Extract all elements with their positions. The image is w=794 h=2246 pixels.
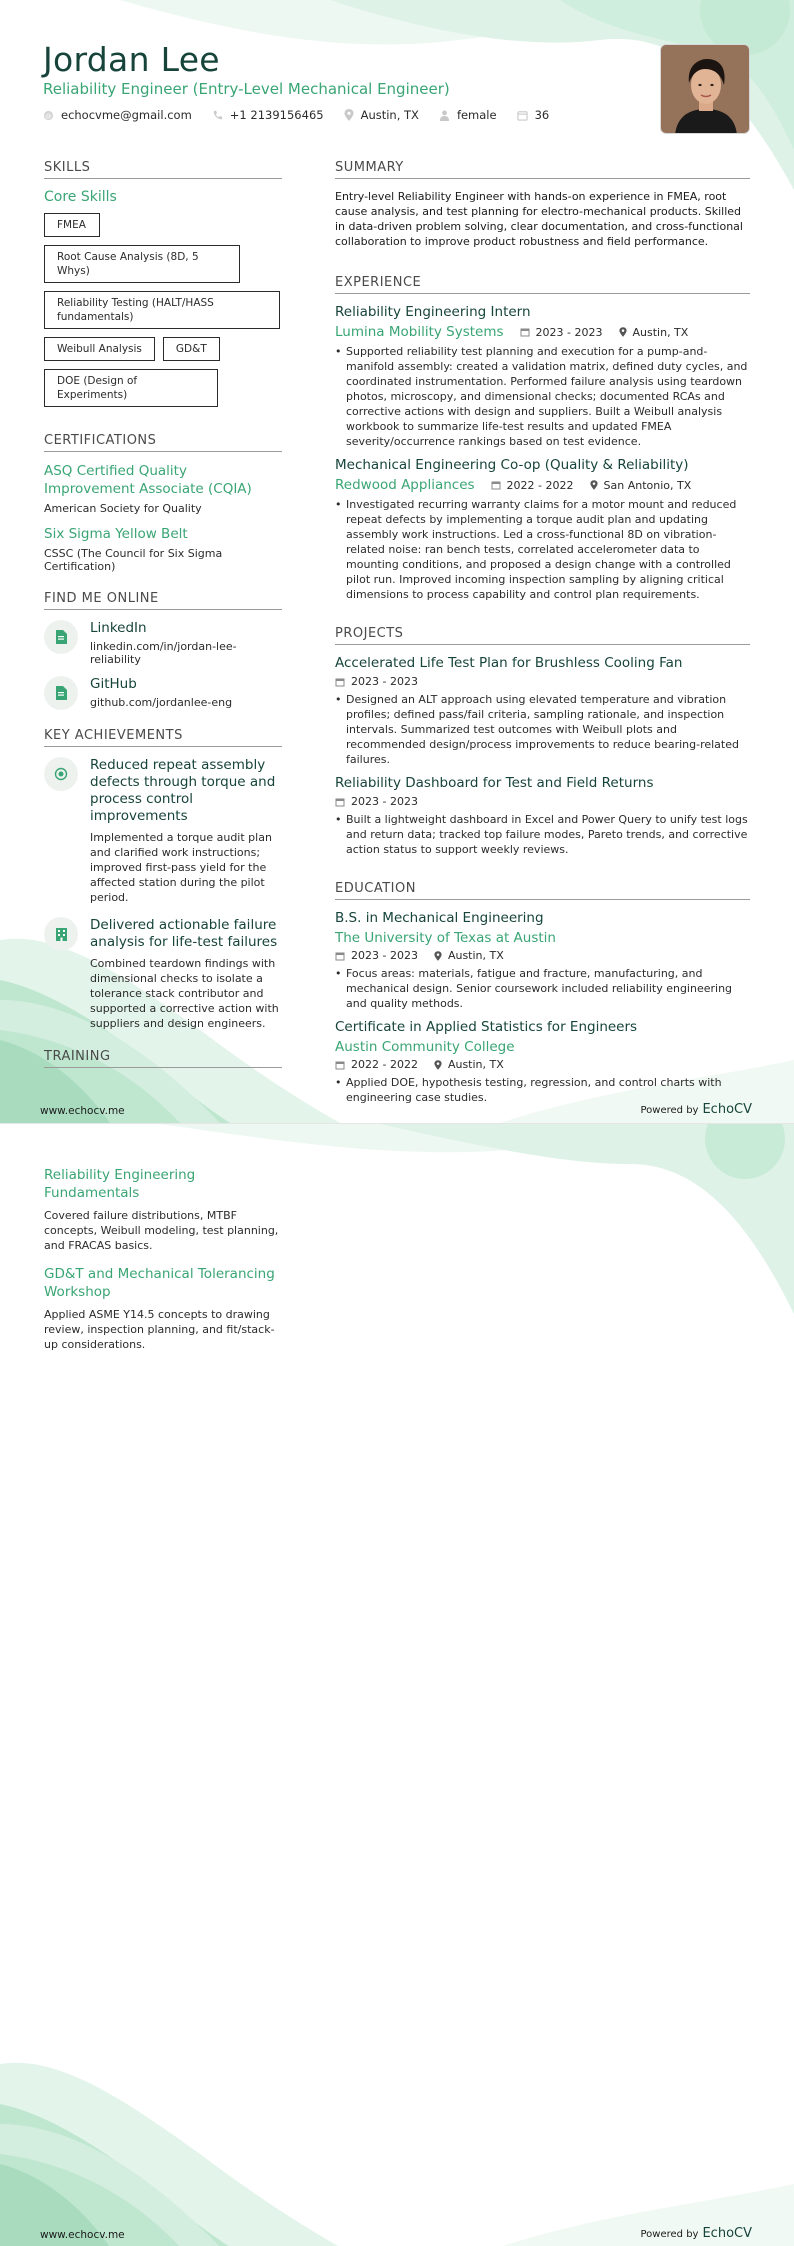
right-column xyxy=(335,160,750,1107)
job-location xyxy=(590,479,692,492)
footer-site[interactable]: www.echocv.me xyxy=(40,1105,125,1117)
degree-title: Certificate in Applied Statistics for Engineers xyxy=(335,1019,638,1035)
location-pin-icon xyxy=(434,1060,442,1070)
job-dates-text: 2023 - 2023 xyxy=(535,325,603,339)
footer-brand[interactable]: EchoCV xyxy=(702,2226,752,2241)
training-desc: Applied ASME Y14.5 concepts to drawing review, inspection planning, and fit/stack-up considerations. xyxy=(44,1308,275,1351)
job-dates xyxy=(520,326,603,339)
school-name: Austin Community College xyxy=(335,1039,515,1055)
calendar-icon xyxy=(517,110,528,121)
job-bullet: • Investigated recurring warranty claims for a motor mount and reduced repeat defects by implementing a torque audit plan and updating assembly work instructions. Led a cross-functional 8D on vibration-related noise: ran bench tests, correlated accelerometer data to mounting conditions, and proposed a design change with a controlled pilot run. Improved incoming inspection sampling by aligning critical dimensions to process capability and control plan requirements. xyxy=(335,497,750,602)
project-title: Reliability Dashboard for Test and Field Returns xyxy=(335,775,654,791)
candidate-name: Jordan Lee xyxy=(43,40,220,79)
contact-gender xyxy=(439,108,497,122)
skill-chip: DOE (Design of Experiments) xyxy=(44,369,218,407)
certifications-section xyxy=(44,433,282,573)
calendar-icon xyxy=(335,797,345,807)
education-bullets xyxy=(335,1075,750,1105)
job-location-text: San Antonio, TX xyxy=(603,478,692,492)
experience-title: EXPERIENCE xyxy=(335,275,750,294)
project-bullet: • Built a lightweight dashboard in Excel and Power Query to unify test logs and return data; tracked top failure modes, Pareto trends, and corrective action status to support weekly reviews. xyxy=(335,812,750,857)
job-location xyxy=(619,326,689,339)
project-dates xyxy=(335,795,418,808)
achievement-desc: Combined teardown findings with dimensional checks to isolate a tolerance stack contributor and supported a corrective action with suppliers and design engineers. xyxy=(90,957,279,1030)
project-item xyxy=(335,775,750,857)
education-bullet: • Focus areas: materials, fatigue and fracture, manufacturing, and mechanical design. Senior coursework included reliability engineering and quality methods. xyxy=(335,966,750,1011)
certification-org: CSSC (The Council for Six Sigma Certification) xyxy=(44,547,223,573)
education-title: EDUCATION xyxy=(335,881,750,900)
company-name: Lumina Mobility Systems xyxy=(335,324,504,340)
project-meta xyxy=(335,795,750,808)
training-desc: Covered failure distributions, MTBF concepts, Weibull modeling, test planning, and FRACAS basics. xyxy=(44,1209,279,1252)
online-link[interactable]: github.com/jordanlee-eng xyxy=(90,696,233,709)
job-bullets xyxy=(335,497,750,602)
education-dates-text: 2023 - 2023 xyxy=(351,949,418,962)
resume-page-2 xyxy=(0,1123,794,2246)
achievement-item xyxy=(44,757,282,905)
contact-phone[interactable] xyxy=(212,108,324,122)
calendar-icon xyxy=(491,480,501,490)
candidate-headline: Reliability Engineer (Entry-Level Mechanical Engineer) xyxy=(43,80,450,98)
training-title-text: GD&T and Mechanical Tolerancing Workshop xyxy=(44,1266,275,1300)
training-title: TRAINING xyxy=(44,1049,282,1068)
project-bullets xyxy=(335,692,750,767)
project-meta xyxy=(335,675,750,688)
skill-chip: Reliability Testing (HALT/HASS fundamentals) xyxy=(44,291,280,329)
education-section xyxy=(335,881,750,1105)
page-2-content xyxy=(0,1124,794,2246)
profile-photo xyxy=(660,44,750,134)
education-location-text: Austin, TX xyxy=(447,949,504,962)
education-item xyxy=(335,1019,750,1105)
certification-title: ASQ Certified Quality Improvement Associate (CQIA) xyxy=(44,463,252,497)
education-dates xyxy=(335,949,418,962)
education-meta xyxy=(335,1058,750,1071)
online-link[interactable]: linkedin.com/in/jordan-lee-reliability xyxy=(90,640,237,666)
contact-email[interactable] xyxy=(43,108,192,122)
achievement-item xyxy=(44,917,282,1031)
building-icon xyxy=(44,917,78,951)
contact-gender-text: female xyxy=(456,108,497,122)
footer-site[interactable]: www.echocv.me xyxy=(40,2229,125,2241)
online-item-linkedin[interactable] xyxy=(44,620,282,666)
achievements-section xyxy=(44,728,282,1031)
calendar-icon xyxy=(335,1060,345,1070)
school-name: The University of Texas at Austin xyxy=(335,930,556,946)
footer-powered-text: Powered by xyxy=(640,1105,699,1116)
projects-section xyxy=(335,626,750,857)
phone-icon xyxy=(212,110,223,121)
job-meta xyxy=(335,477,750,493)
email-icon xyxy=(43,110,54,121)
training-section-header xyxy=(44,1049,282,1068)
skills-group-title: Core Skills xyxy=(44,189,117,205)
achievement-title: Reduced repeat assembly defects through torque and process control improvements xyxy=(90,757,276,824)
job-meta xyxy=(335,324,750,340)
job-dates xyxy=(491,479,574,492)
certifications-title: CERTIFICATIONS xyxy=(44,433,282,452)
job-title: Reliability Engineering Intern xyxy=(335,304,531,320)
project-dates-text: 2023 - 2023 xyxy=(351,795,418,808)
summary-section xyxy=(335,160,750,249)
training-item xyxy=(44,1166,282,1253)
contact-phone-text: +1 2139156465 xyxy=(229,108,324,122)
degree-title: B.S. in Mechanical Engineering xyxy=(335,910,544,926)
job-location-text: Austin, TX xyxy=(632,325,689,339)
skill-chip: Root Cause Analysis (8D, 5 Whys) xyxy=(44,245,240,283)
certification-org: American Society for Quality xyxy=(44,502,202,515)
location-pin-icon xyxy=(434,951,442,961)
contact-email-text: echocvme@gmail.com xyxy=(61,108,192,122)
training-item xyxy=(44,1265,282,1352)
experience-item xyxy=(335,304,750,449)
footer-powered xyxy=(641,2226,753,2241)
education-item xyxy=(335,910,750,1011)
skill-chip: FMEA xyxy=(44,213,100,237)
company-name: Redwood Appliances xyxy=(335,477,475,493)
summary-text: Entry-level Reliability Engineer with hands-on experience in FMEA, root cause analysis, and test planning for electro-mechanical products. Skilled in data-driven problem solving, clear documentation, and cross-functional collaboration to improve product robustness and field performance. xyxy=(335,190,743,248)
skill-chip: GD&T xyxy=(163,337,220,361)
skill-chip: Weibull Analysis xyxy=(44,337,155,361)
project-dates-text: 2023 - 2023 xyxy=(351,675,418,688)
achievements-title: KEY ACHIEVEMENTS xyxy=(44,728,282,747)
footer-powered xyxy=(641,1102,753,1117)
left-column xyxy=(44,160,282,1078)
location-pin-icon xyxy=(590,480,598,490)
person-icon xyxy=(439,110,450,121)
education-bullets xyxy=(335,966,750,1011)
location-pin-icon xyxy=(344,109,354,121)
svg-text:@: @ xyxy=(45,111,52,120)
location-pin-icon xyxy=(619,327,627,337)
contact-age xyxy=(517,108,550,122)
projects-title: PROJECTS xyxy=(335,626,750,645)
project-title: Accelerated Life Test Plan for Brushless Cooling Fan xyxy=(335,655,683,671)
education-location xyxy=(434,1058,504,1071)
education-dates-text: 2022 - 2022 xyxy=(351,1058,418,1071)
skills-chips xyxy=(44,213,282,407)
job-title: Mechanical Engineering Co-op (Quality & Reliability) xyxy=(335,457,689,473)
education-meta xyxy=(335,949,750,962)
project-bullet: • Designed an ALT approach using elevated temperature and vibration profiles; defined pass/fail criteria, sampling rationale, and inspection intervals. Summarized test outcomes with Weibull plots and recommended design/process improvements to reduce bearing-related failures. xyxy=(335,692,750,767)
contact-age-text: 36 xyxy=(534,108,550,122)
online-item-github[interactable] xyxy=(44,676,282,710)
calendar-icon xyxy=(335,677,345,687)
footer-powered-text: Powered by xyxy=(640,2229,699,2240)
education-location xyxy=(434,949,504,962)
skills-section xyxy=(44,160,282,407)
training-section xyxy=(44,1166,282,1364)
achievement-desc: Implemented a torque audit plan and clarified work instructions; improved first-pass yield for the affected station during the pilot period. xyxy=(90,831,272,904)
footer-brand[interactable]: EchoCV xyxy=(702,1102,752,1117)
project-bullets xyxy=(335,812,750,857)
education-dates xyxy=(335,1058,418,1071)
online-name: LinkedIn xyxy=(90,620,147,636)
achievement-title: Delivered actionable failure analysis for life-test failures xyxy=(90,917,278,950)
contact-location xyxy=(344,108,419,122)
online-title: FIND ME ONLINE xyxy=(44,591,282,610)
project-item xyxy=(335,655,750,767)
job-dates-text: 2022 - 2022 xyxy=(506,478,574,492)
training-title-text: Reliability Engineering Fundamentals xyxy=(44,1167,196,1201)
education-location-text: Austin, TX xyxy=(447,1058,504,1071)
experience-section xyxy=(335,275,750,602)
certification-title: Six Sigma Yellow Belt xyxy=(44,526,188,542)
project-dates xyxy=(335,675,418,688)
summary-title: SUMMARY xyxy=(335,160,750,179)
job-bullet: • Supported reliability test planning and execution for a pump-and-manifold assembly: created a validation matrix, defined duty cycles, and coordinated instrumentation. Performed failure analysis using teardown photos, microscopy, and dimensional checks; documented RCAs and corrective actions with design and suppliers. Built a Weibull analysis workbook to summarize life-test results and updated FMEA severity/occurrence rankings based on test evidence. xyxy=(335,344,750,449)
online-name: GitHub xyxy=(90,676,137,692)
contact-row xyxy=(43,108,549,122)
target-icon xyxy=(44,757,78,791)
profile-photo-image xyxy=(661,45,750,134)
document-icon xyxy=(44,676,78,710)
calendar-icon xyxy=(520,327,530,337)
education-bullet: • Applied DOE, hypothesis testing, regression, and control charts with engineering case studies. xyxy=(335,1075,750,1105)
document-icon xyxy=(44,620,78,654)
online-section xyxy=(44,591,282,710)
skills-title: SKILLS xyxy=(44,160,282,179)
job-bullets xyxy=(335,344,750,449)
calendar-icon xyxy=(335,951,345,961)
experience-item xyxy=(335,457,750,602)
contact-location-text: Austin, TX xyxy=(360,108,419,122)
